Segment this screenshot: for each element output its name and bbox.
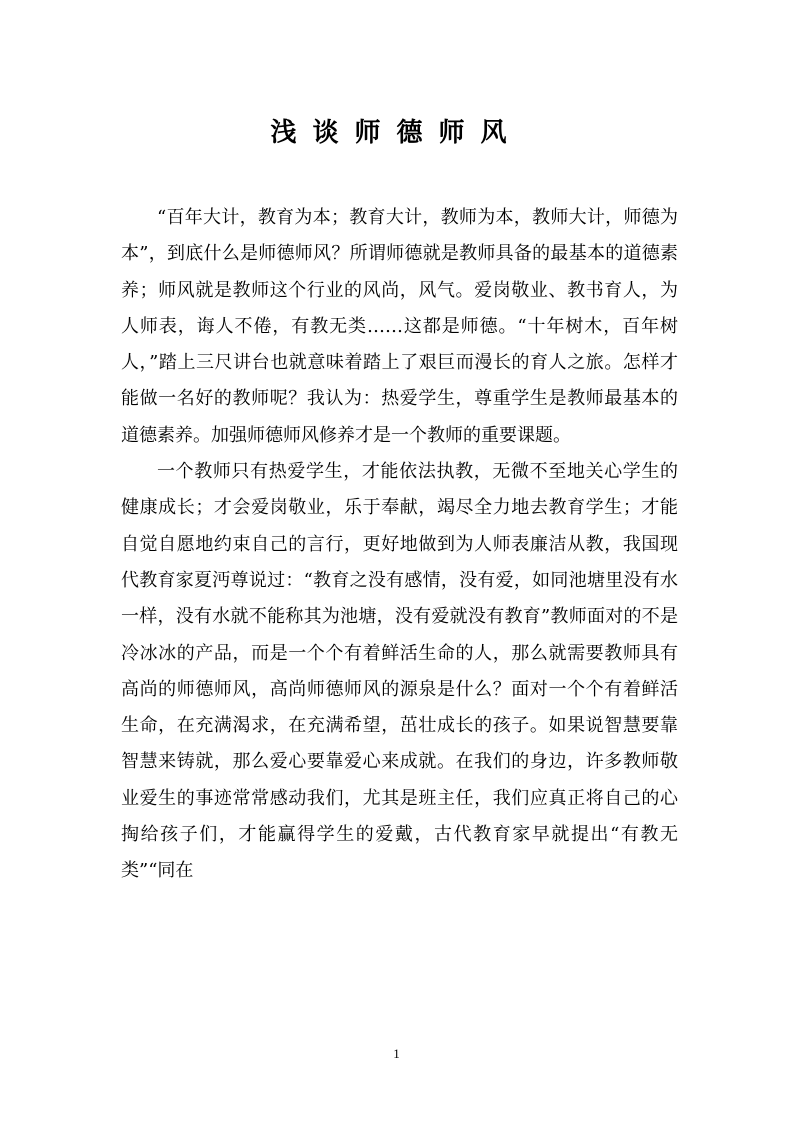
paragraph-2: 一个教师只有热爱学生，才能依法执教，无微不至地关心学生的健康成长；才会爱岗敬业，乐于奉献，竭尽全力地去教育学生；才能自觉自愿地约束自己的言行，更好地做到为人师表廉洁从教，我国现代教育家夏沔尊说过：“教育之没有感情，没有爱，如同池塘里没有水一样，没有水就不能称其为池塘，没有爱就没有教育”教师面对的不是冷冰冰的产品，而是一个个有着鲜活生命的人，那么就需要教师具有高尚的师德师风，高尚师德师风的源泉是什么？面对一个个有着鲜活生命，在充满渴求，在充满希望，茁壮成长的孩子。如果说智慧要靠智慧来铸就，那么爱心要靠爱心来成就。在我们的身边，许多教师敬业爱生的事迹常常感动我们，尤其是班主任，我们应真正将自己的心掏给孩子们，才能赢得学生的爱戴，古代教育家早就提出“有教无类”“同在 (121, 461, 678, 882)
document-body (121, 200, 678, 890)
paragraph-1: “百年大计，教育为本；教育大计，教师为本，教师大计，师德为本”，到底什么是师德师风？所谓师德就是教师具备的最基本的道德素养；师风就是教师这个行业的风尚，风气。爱岗敬业、教书育人，为人师表，诲人不倦，有教无类……这都是师德。“十年树木，百年树人，”踏上三尺讲台也就意味着踏上了艰巨而漫长的育人之旅。怎样才能做一名好的教师呢？我认为：热爱学生，尊重学生是教师最基本的道德素养。加强师德师风修养才是一个教师的重要课题。 (121, 207, 678, 446)
document-title: 浅谈师德师风 (270, 118, 523, 148)
page-number: 1 (393, 1046, 400, 1061)
